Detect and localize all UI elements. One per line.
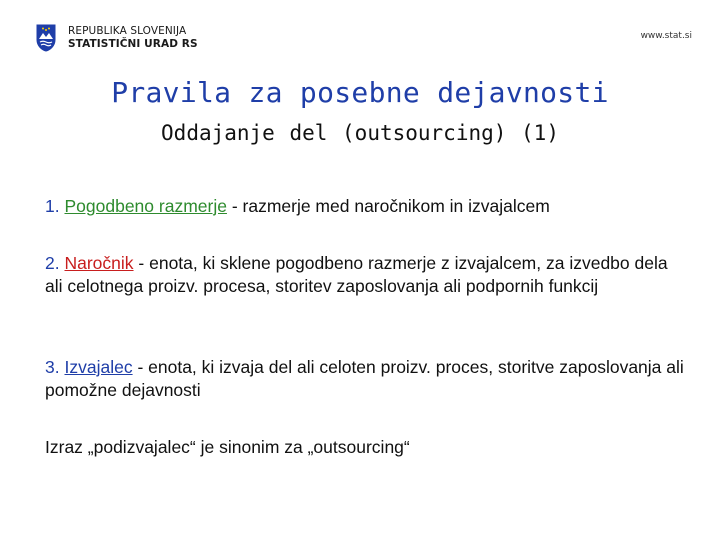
item-number: 3. (45, 357, 60, 377)
item-number: 1. (45, 196, 60, 216)
term-izvajalec: Izvajalec (64, 357, 133, 377)
org-line-1: REPUBLIKA SLOVENIJA (68, 25, 187, 37)
coat-of-arms-icon (36, 24, 56, 52)
slide-title: Pravila za posebne dejavnosti (111, 76, 609, 109)
note-text: Izraz „podizvajalec“ je sinonim za „outsourcing“ (45, 437, 410, 457)
term-narocnik: Naročnik (64, 253, 134, 273)
item-text: - enota, ki izvaja del ali celoten proizv. proces, storitve zaposlovanja ali pomožne dejavnosti (45, 357, 684, 400)
item-text: - enota, ki sklene pogodbeno razmerje z izvajalcem, za izvedbo dela ali celotnega proizv. procesa, storitev zaposlovanja ali podpornih funkcij (45, 253, 668, 296)
item-number: 2. (45, 253, 60, 273)
definition-item-3 (45, 356, 685, 402)
website-url: www.stat.si (640, 31, 692, 41)
definition-item-2 (45, 252, 685, 298)
organization-logo (36, 24, 198, 52)
organization-name (68, 25, 198, 51)
item-text: - razmerje med naročnikom in izvajalcem (226, 196, 550, 216)
slide-subtitle: Oddajanje del (outsourcing) (1) (161, 121, 559, 145)
term-pogodbeno-razmerje: Pogodbeno razmerje (64, 196, 227, 216)
definition-item-1 (45, 195, 685, 218)
org-line-2: STATISTIČNI URAD RS (68, 38, 198, 50)
